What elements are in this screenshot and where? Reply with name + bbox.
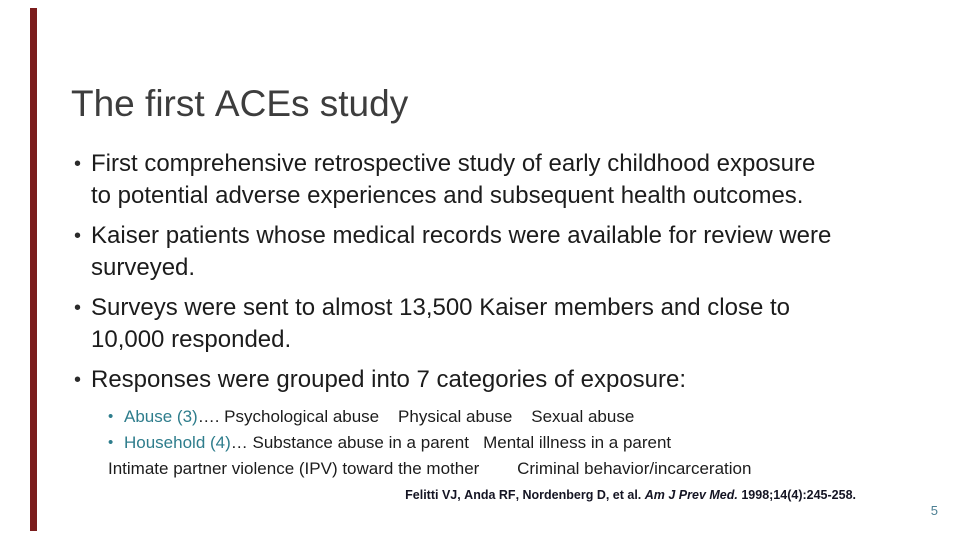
bullet-text: First comprehensive retrospective study of early childhood exposure to potential adverse experiences and subsequent health outcomes. <box>91 150 816 209</box>
bullet-list <box>74 148 840 482</box>
bullet-item <box>74 364 840 396</box>
sub-bullet-label: Abuse (3) <box>124 407 198 426</box>
bullet-icon: • <box>74 369 82 391</box>
sub-bullet-text <box>124 404 634 430</box>
citation-journal: Am J Prev Med. <box>644 488 738 502</box>
bullet-icon: • <box>74 225 82 247</box>
accent-bar <box>30 8 37 531</box>
sub-bullet-item <box>108 404 838 430</box>
bullet-icon: • <box>74 297 82 319</box>
sub-bullet-rest: … Substance abuse in a parent Mental illness in a parent <box>230 433 672 452</box>
citation <box>0 487 856 503</box>
bullet-text: Responses were grouped into 7 categories of exposure: <box>91 366 687 393</box>
bullet-icon: • <box>108 434 114 451</box>
continuation-line: Intimate partner violence (IPV) toward the mother Criminal behavior/incarceration <box>108 459 752 478</box>
sub-bullet-rest: …. Psychological abuse Physical abuse Sexual abuse <box>197 407 635 426</box>
citation-ref: 1998;14(4):245-258. <box>737 488 856 502</box>
bullet-icon: • <box>74 153 82 175</box>
bullet-text: Kaiser patients whose medical records were available for review were surveyed. <box>91 222 832 281</box>
sub-bullet-label: Household (4) <box>124 433 231 452</box>
page-number: 5 <box>930 503 938 518</box>
sub-bullet-list <box>108 404 838 482</box>
citation-authors: Felitti VJ, Anda RF, Nordenberg D, et al. <box>405 488 645 502</box>
bullet-text: Surveys were sent to almost 13,500 Kaiser members and close to 10,000 responded. <box>91 294 790 353</box>
bullet-item <box>74 220 840 284</box>
bullet-icon: • <box>108 408 114 425</box>
sub-bullet-text <box>124 430 671 456</box>
bullet-item <box>74 292 840 356</box>
sub-bullet-item <box>108 430 838 456</box>
bullet-item <box>74 148 840 212</box>
page-title: The first ACEs study <box>71 82 409 124</box>
